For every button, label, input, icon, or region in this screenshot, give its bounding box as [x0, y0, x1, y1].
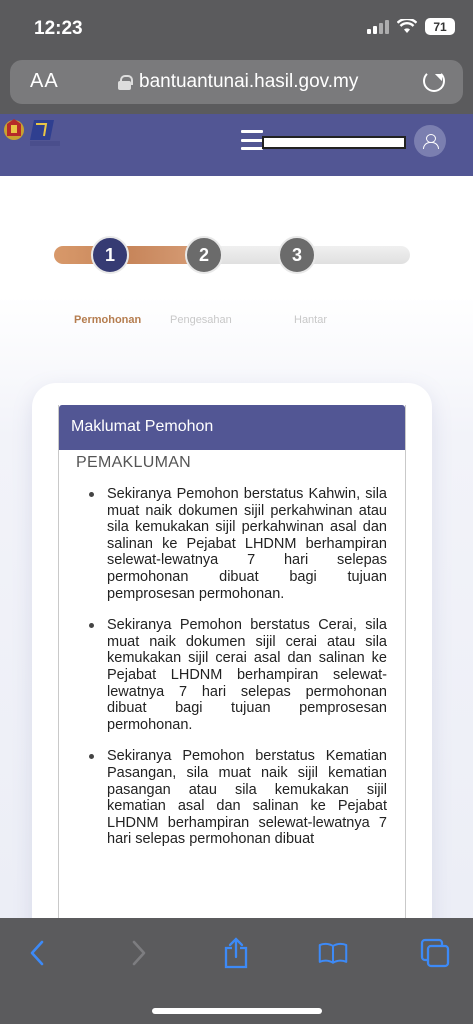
- browser-toolbar: [0, 918, 473, 1024]
- form-card: [32, 383, 432, 918]
- address-bar[interactable]: [10, 60, 463, 104]
- bookmarks-button[interactable]: [318, 938, 348, 968]
- notice-list: [107, 486, 387, 848]
- hamburger-menu-icon[interactable]: [241, 130, 263, 150]
- forward-icon: [131, 940, 147, 966]
- browser-url-area: [0, 58, 473, 114]
- step-2-label: Pengesahan: [170, 314, 232, 326]
- bookmarks-icon: [318, 940, 348, 966]
- tabs-icon: [420, 938, 450, 968]
- home-indicator: [152, 1008, 322, 1014]
- forward-button[interactable]: [124, 938, 154, 968]
- status-bar: [0, 0, 473, 58]
- tabs-button[interactable]: [420, 938, 450, 968]
- page-content: [0, 176, 473, 918]
- notice-item: Sekiranya Pemohon berstatus Kematian Pasangan, sila muat naik sijil kematian pasangan atau sila kemukakan sijil kematian asal dan salinan ke Pejabat LHDNM berhampiran selewat-lewatnya 7 hari selepas permohonan dibuat: [107, 748, 387, 848]
- step-3-label: Hantar: [294, 314, 328, 326]
- site-header: [0, 114, 473, 176]
- notice-item: Sekiranya Pemohon berstatus Cerai, sila muat naik dokumen sijil cerai atau sila kemukakan sijil cerai asal dan salinan ke Pejabat LHDNM berhampiran selewat-lewatnya 7 hari selepas permohonan dibuat bagi tujuan pemprosesan permohonan.: [107, 617, 387, 733]
- battery-indicator: 71: [425, 18, 455, 35]
- back-icon: [29, 940, 45, 966]
- applicant-info-panel: [58, 405, 406, 918]
- step-1-label: Permohonan: [74, 314, 142, 326]
- share-icon: [223, 937, 249, 969]
- wifi-icon: [397, 19, 417, 34]
- text-size-label: AA: [30, 70, 59, 92]
- redacted-user-name: [262, 136, 406, 149]
- text-size-button[interactable]: [30, 70, 59, 93]
- step-1-circle[interactable]: 1: [91, 236, 129, 274]
- back-button[interactable]: [22, 938, 52, 968]
- share-button[interactable]: [221, 938, 251, 968]
- notice-heading: PEMAKLUMAN: [76, 454, 192, 471]
- url-text: bantuantunai.hasil.gov.my: [139, 71, 359, 92]
- step-3-circle[interactable]: 3: [278, 236, 316, 274]
- url-display[interactable]: [118, 71, 358, 93]
- lock-icon: [118, 75, 131, 90]
- reload-icon[interactable]: [423, 70, 445, 92]
- status-time: 12:23: [34, 18, 83, 39]
- progress-track-completed: [54, 246, 204, 264]
- lhdn-logo[interactable]: [2, 116, 66, 152]
- status-indicators: [367, 18, 455, 35]
- user-icon: [423, 134, 437, 148]
- user-avatar-button[interactable]: [414, 125, 446, 157]
- cellular-signal-icon: [367, 20, 389, 34]
- step-2-circle[interactable]: 2: [185, 236, 223, 274]
- application-stepper: [0, 206, 473, 326]
- notice-item: Sekiranya Pemohon berstatus Kahwin, sila muat naik dokumen sijil perkahwinan atau sila kemukakan sijil perkahwinan asal dan salinan ke Pejabat LHDNM berhampiran selewat-lewatnya 7 hari selepas permohonan dibuat bagi tujuan pemprosesan permohonan.: [107, 486, 387, 602]
- panel-title: Maklumat Pemohon: [59, 405, 405, 450]
